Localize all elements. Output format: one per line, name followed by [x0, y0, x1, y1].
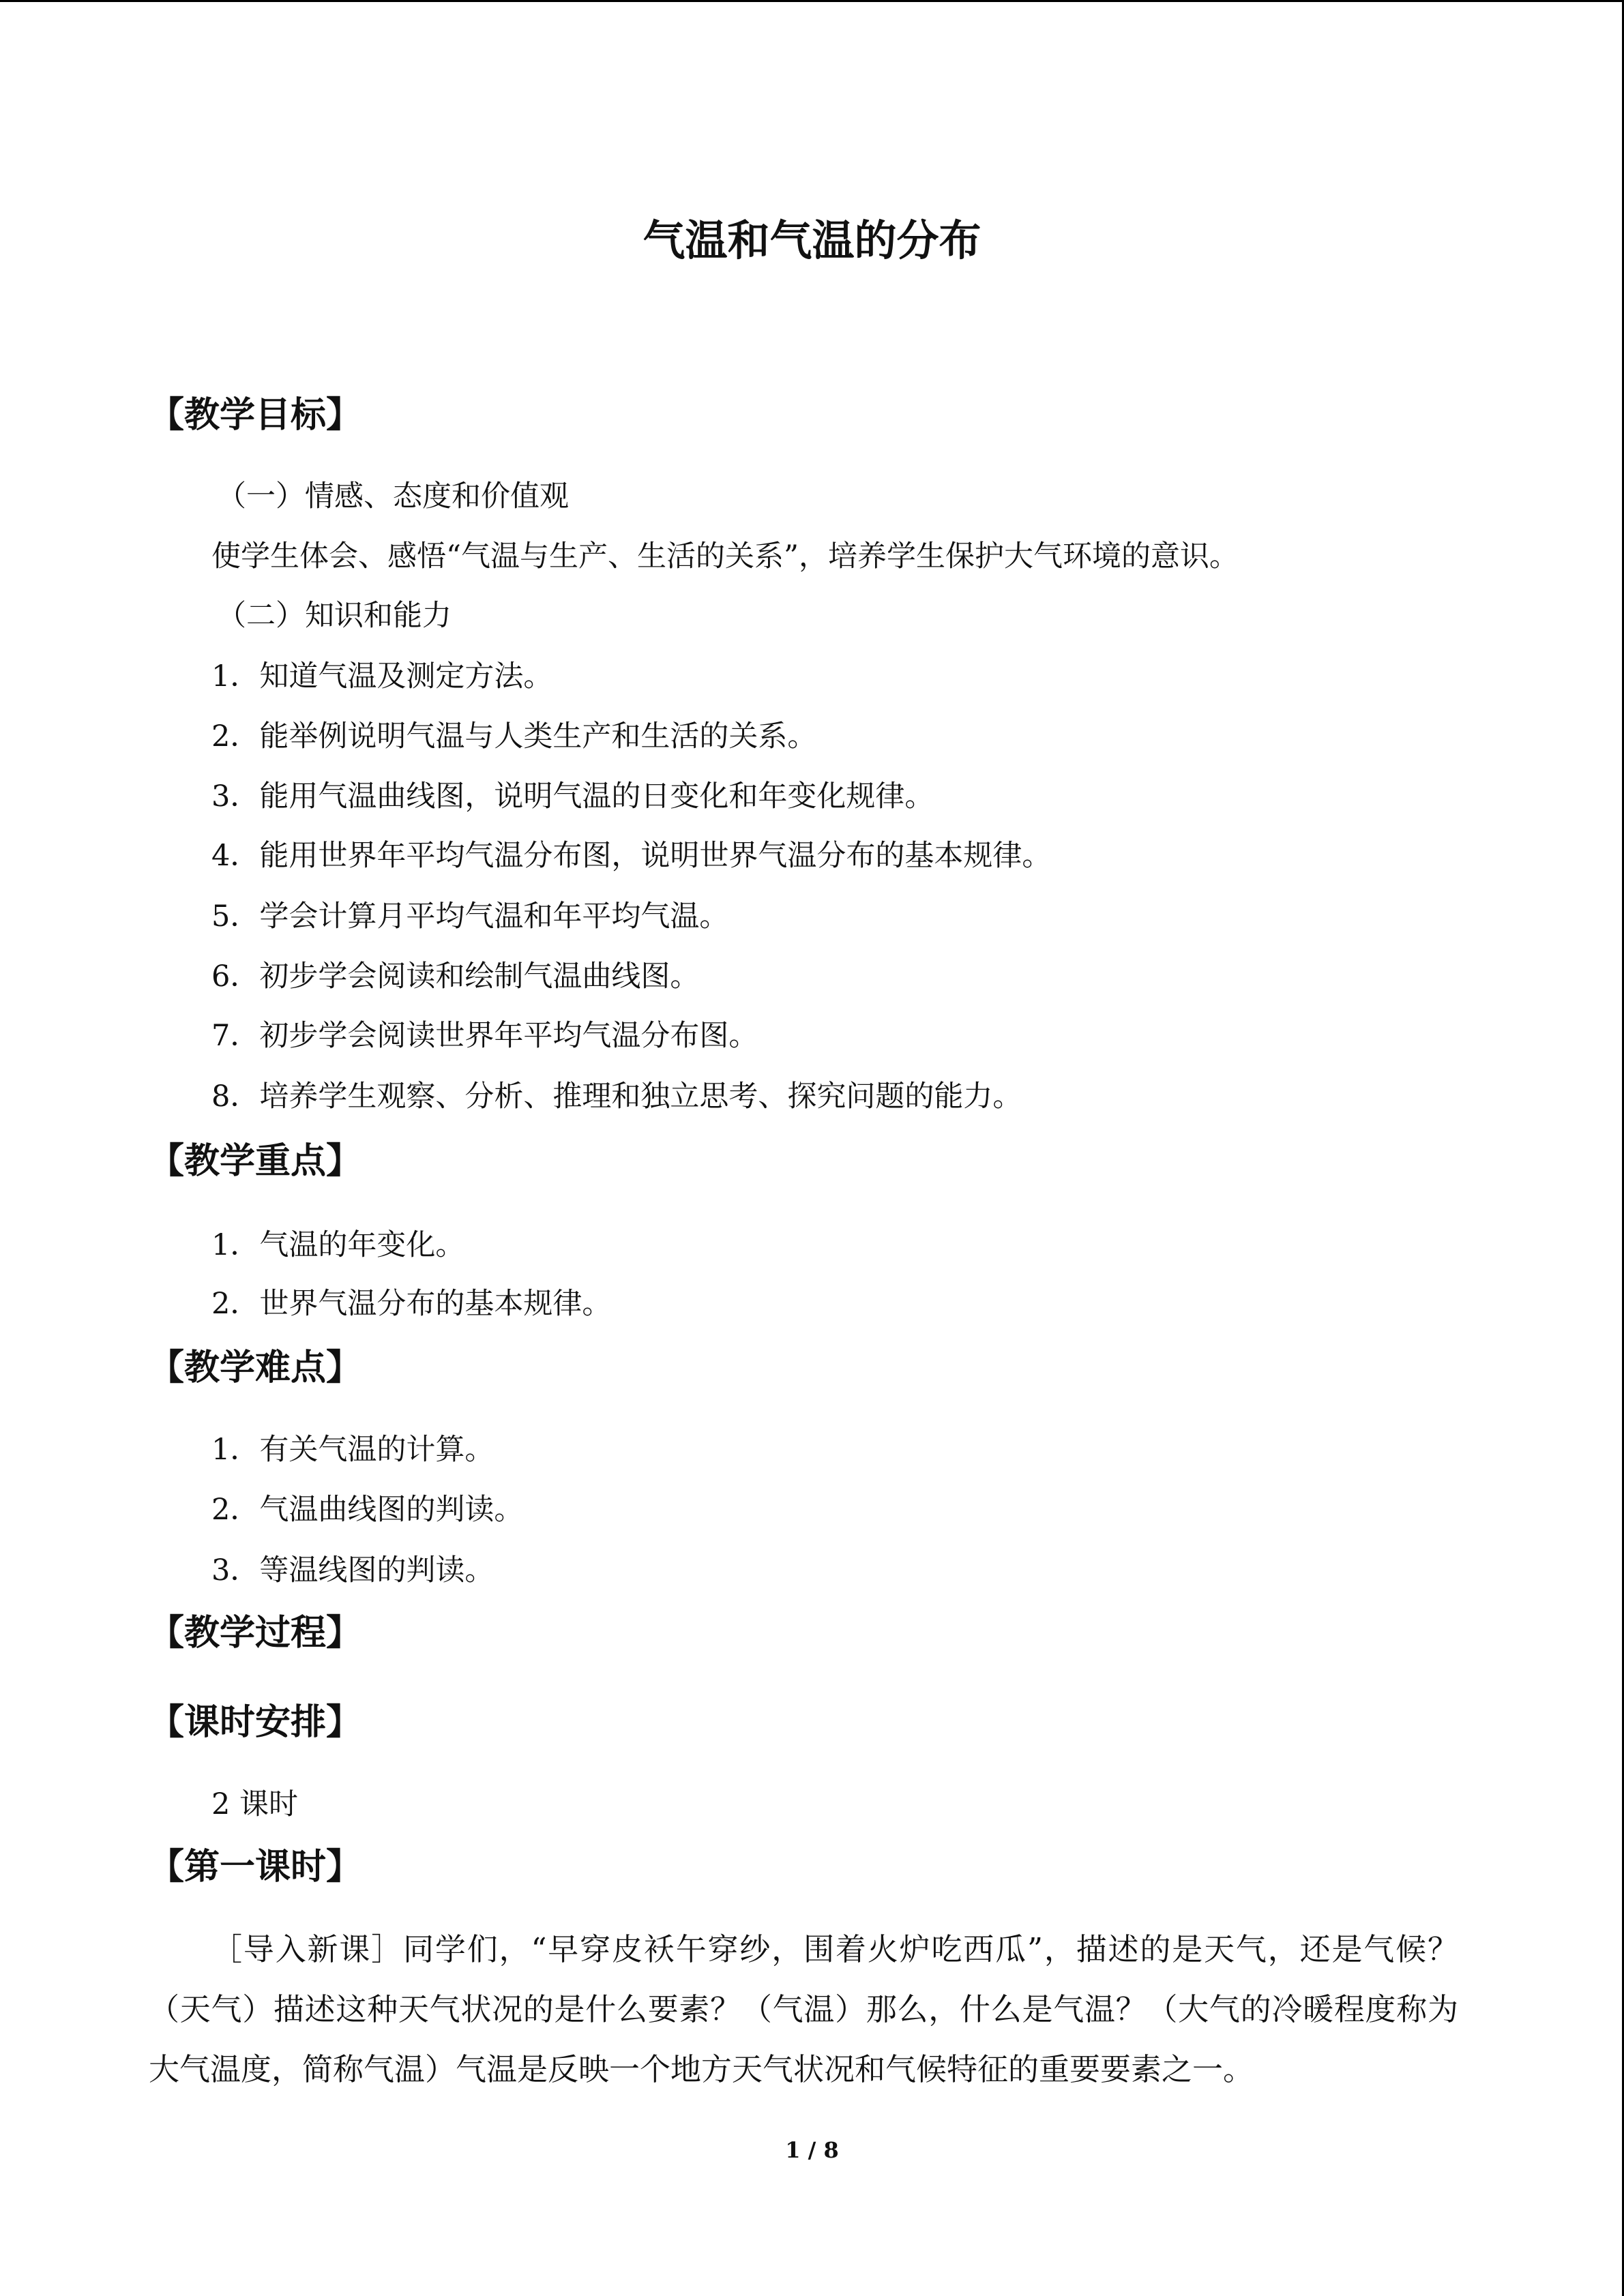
- objective-item: 1．知道气温及测定方法。: [211, 659, 553, 694]
- difficulty-item: 1．有关气温的计算。: [211, 1433, 494, 1467]
- objective-item: 6．初步学会阅读和绘制气温曲线图。: [211, 959, 700, 994]
- intro-paragraph: ［导入新课］同学们，“早穿皮袄午穿纱，围着火炉吃西瓜”，描述的是天气，还是气候？（天气）描述这种天气状况的是什么要素？（气温）那么，什么是气温？（大气的冷暖程度称为大气温度，简称气温）气温是反映一个地方天气状况和气候特征的重要要素之一。: [149, 1931, 1458, 2087]
- heading-key-points: 【教学重点】: [149, 1141, 362, 1182]
- difficulty-item: 3．等温线图的判读。: [211, 1553, 494, 1587]
- objective-item: 7．初步学会阅读世界年平均气温分布图。: [211, 1019, 758, 1053]
- heading-schedule: 【课时安排】: [149, 1702, 362, 1743]
- key-point-item: 2．世界气温分布的基本规律。: [211, 1287, 612, 1321]
- objective-item: 4．能用世界年平均气温分布图，说明世界气温分布的基本规律。: [211, 839, 1052, 873]
- objective-item: 3．能用气温曲线图，说明气温的日变化和年变化规律。: [211, 779, 934, 814]
- heading-process: 【教学过程】: [149, 1613, 362, 1654]
- objectives-sub1-text: 使学生体会、感悟“气温与生产、生活的关系”，培养学生保护大气环境的意识。: [211, 539, 1239, 573]
- objective-item: 5．学会计算月平均气温和年平均气温。: [211, 899, 729, 934]
- heading-objectives: 【教学目标】: [149, 395, 362, 436]
- objective-item: 8．培养学生观察、分析、推理和独立思考、探究问题的能力。: [211, 1079, 1022, 1114]
- objectives-sub2: （二）知识和能力: [217, 599, 452, 633]
- heading-first-lesson: 【第一课时】: [149, 1847, 362, 1888]
- page-title: 气温和气温的分布: [643, 215, 981, 265]
- heading-difficulties: 【教学难点】: [149, 1347, 362, 1388]
- difficulty-item: 2．气温曲线图的判读。: [211, 1493, 524, 1527]
- key-point-item: 1．气温的年变化。: [211, 1228, 465, 1262]
- page-number: 1 / 8: [785, 2137, 839, 2163]
- objective-item: 2．能举例说明气温与人类生产和生活的关系。: [211, 719, 817, 754]
- schedule-text: 2 课时: [211, 1787, 299, 1821]
- objectives-sub1: （一）情感、态度和价值观: [217, 479, 569, 513]
